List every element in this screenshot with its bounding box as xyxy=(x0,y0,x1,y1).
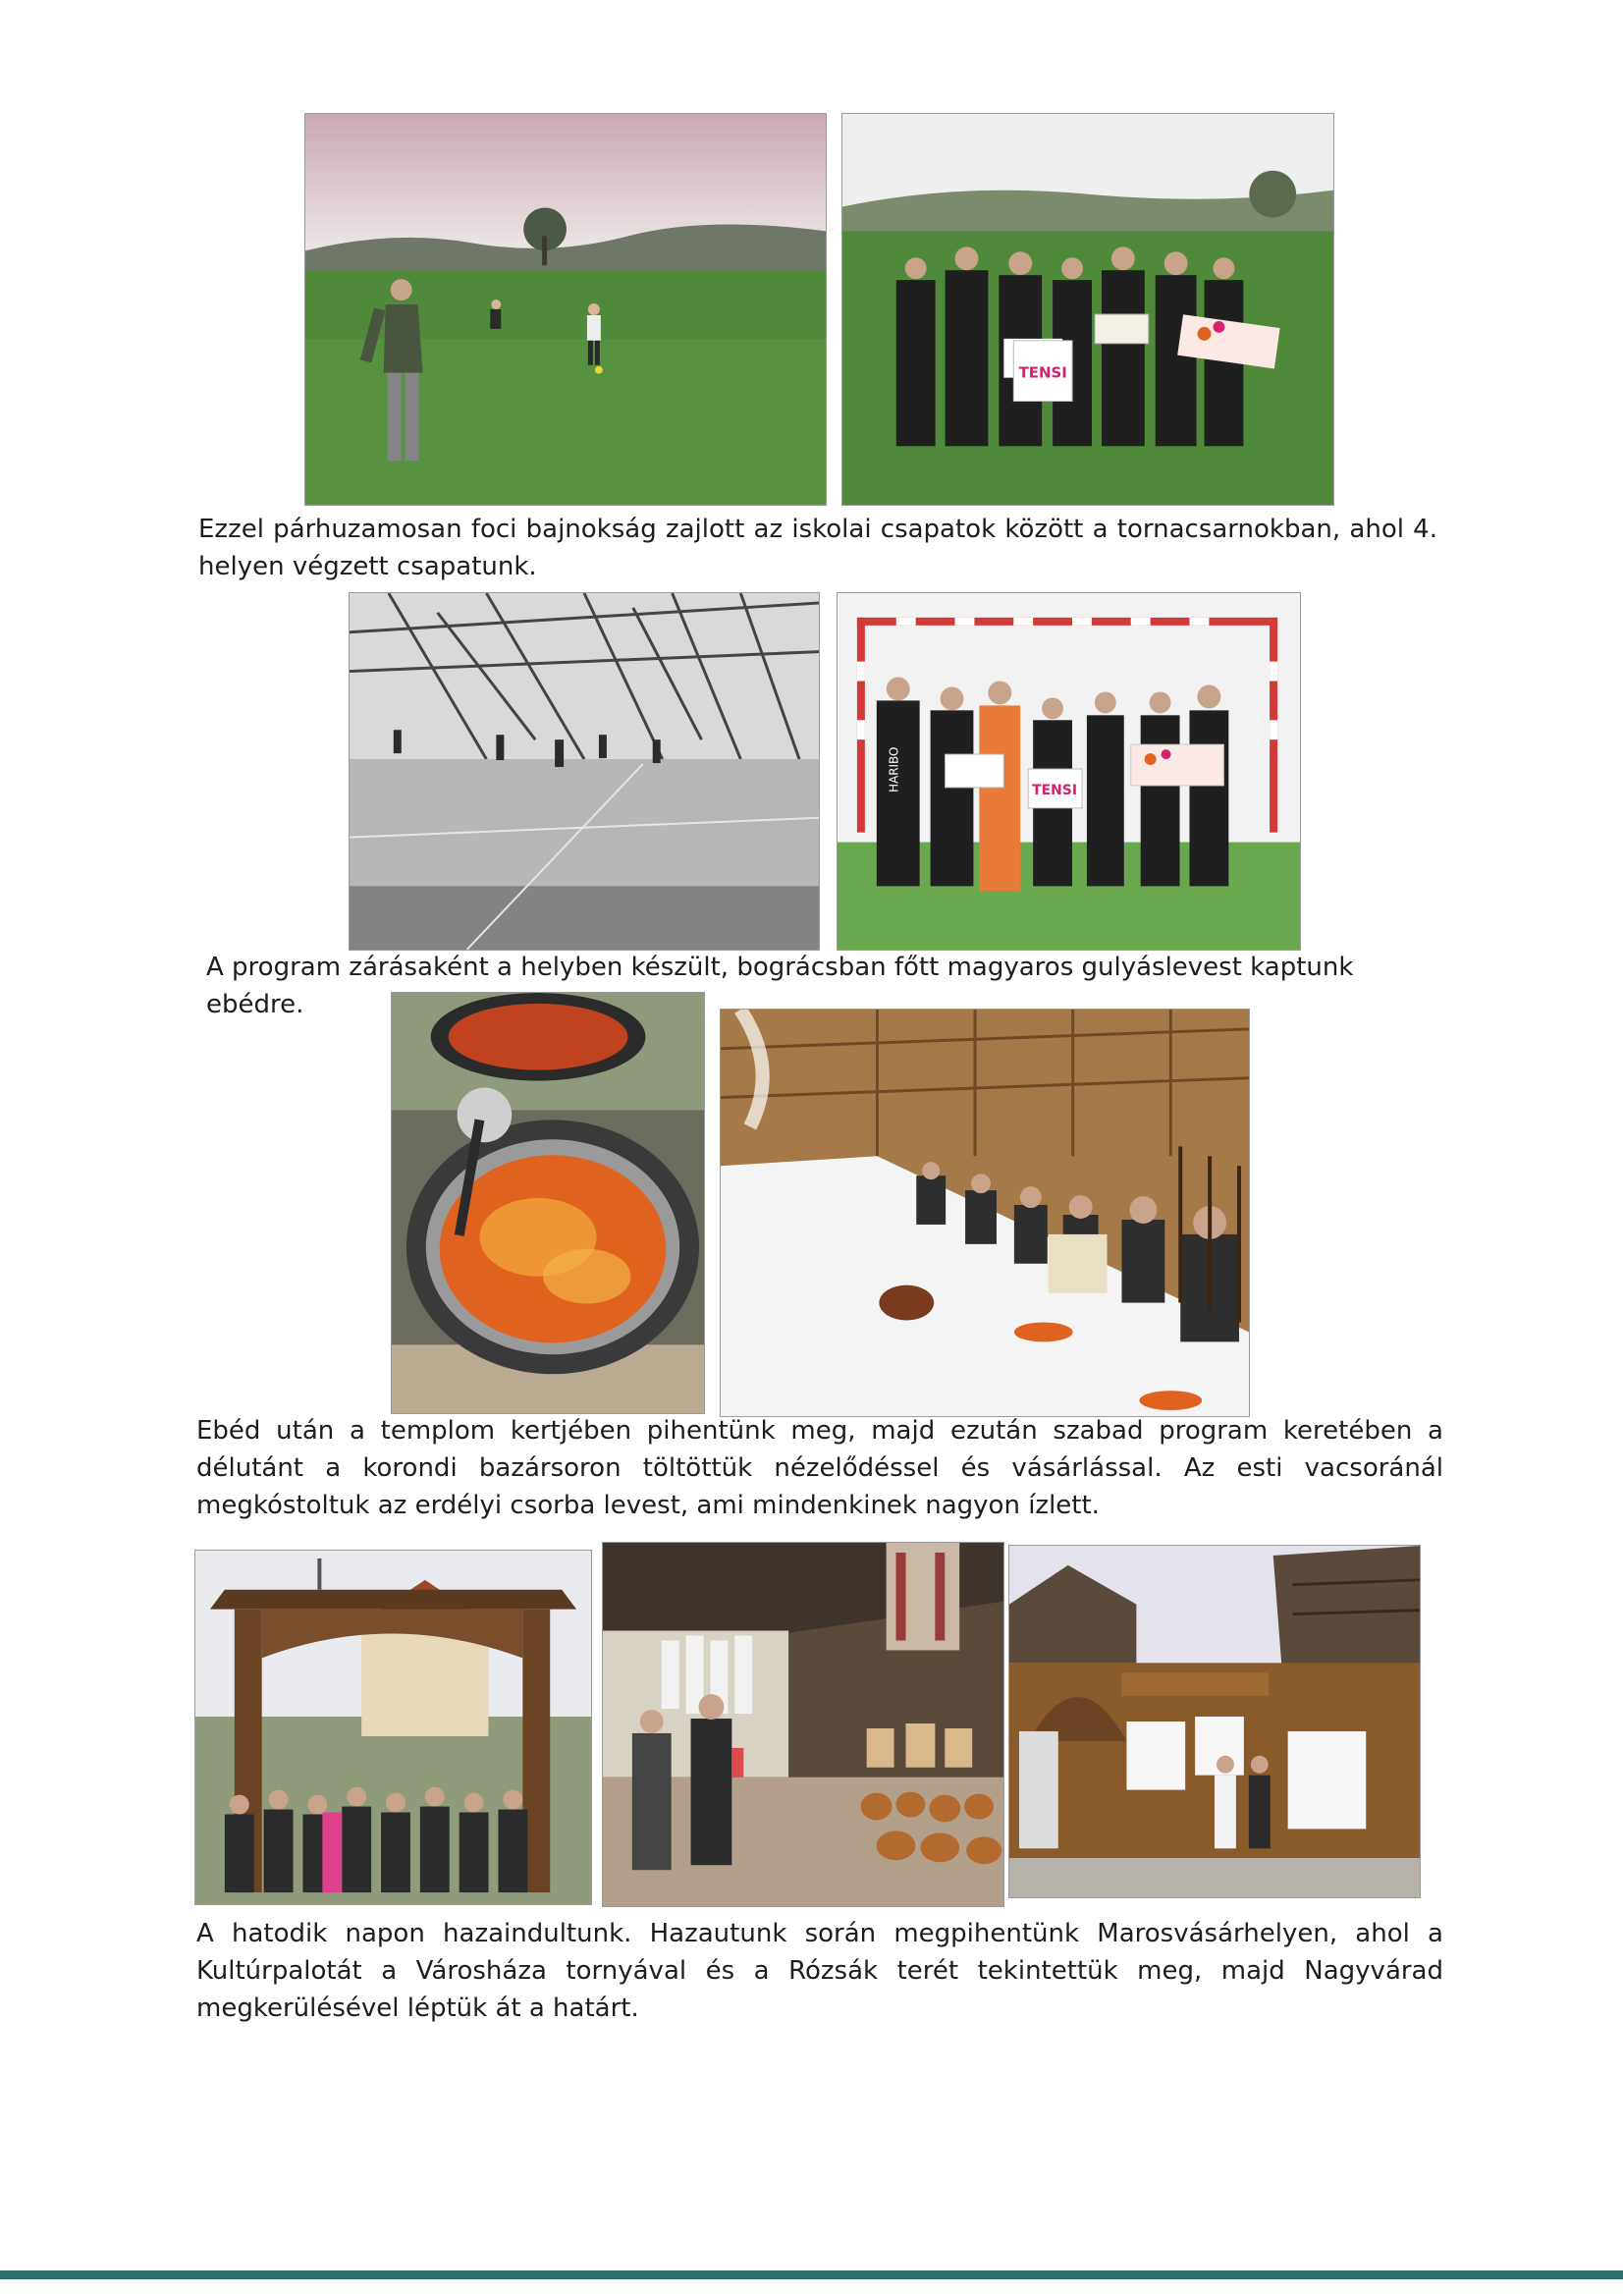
church-gate-image xyxy=(195,1551,591,1904)
caption-football: Ezzel párhuzamosan foci bajnokság zajlott az iskolai csapatok között a tornacsarnokban, ahol 4. helyen végzett csapatunk. xyxy=(198,515,1437,581)
sports-hall-image xyxy=(350,593,819,950)
photo-carved-gate-linens xyxy=(1008,1545,1421,1898)
sign-brand-text: TENSI xyxy=(1018,363,1067,382)
dining-hall-image xyxy=(721,1010,1249,1416)
goulash-image xyxy=(392,993,704,1413)
caption-lunch: A program zárásaként a helyben készült, bográcsban főtt magyaros gulyáslevest kaptunk ebédre. xyxy=(206,953,1354,1019)
bazaar-image xyxy=(603,1543,1003,1906)
field-game-image xyxy=(305,114,826,505)
photo-goulash-pots xyxy=(391,992,705,1414)
footer-bar xyxy=(0,2270,1623,2279)
photo-korond-bazaar xyxy=(602,1542,1004,1907)
photo-field-game xyxy=(304,113,827,506)
caption-return: A hatodik napon hazaindultunk. Hazautunk során megpihentünk Marosvásárhelyen, ahol a Kultúrpalotát a Városháza tornyával és a Rózsák terét tekintettük meg, majd Nagyvárad megkerülésével léptük át a határt. xyxy=(196,1919,1443,2023)
photo-team-in-hall xyxy=(837,592,1301,951)
carved-gate-image xyxy=(1009,1546,1420,1897)
photo-team-on-field xyxy=(841,113,1334,506)
photo-church-gate-group xyxy=(194,1550,592,1905)
team-field-image xyxy=(842,114,1333,505)
photo-sports-hall xyxy=(349,592,820,951)
caption-afternoon: Ebéd után a templom kertjében pihentünk meg, majd ezután szabad program keretében a délutánt a korondi bazársoron töltöttük nézelődéssel és vásárlással. Az esti vacsoránál megkóstoltuk az erdélyi csorba levest, ami mindenkinek nagyon ízlett. xyxy=(196,1416,1443,1520)
sign-brand-text-hall: TENSI xyxy=(1032,782,1078,798)
shirt-print-text: HARIBO xyxy=(887,746,901,793)
team-hall-image xyxy=(838,593,1300,950)
photo-dining-hall xyxy=(720,1009,1250,1417)
